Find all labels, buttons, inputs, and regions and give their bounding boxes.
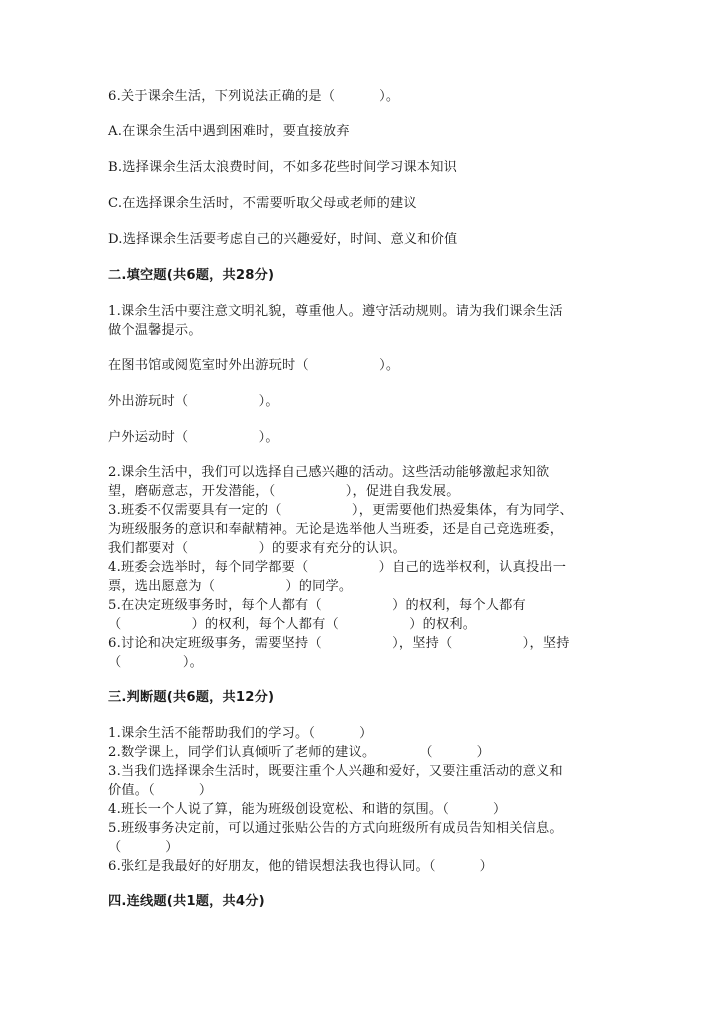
judge-q6: 6.张红是我最好的好朋友，他的错误想法我也得认同。（ ）	[108, 859, 493, 874]
judge-q3-line2: 价值。（ ）	[108, 783, 213, 798]
judge-q3-line1: 3.当我们选择课余生活时，既要注重个人兴趣和爱好，又要注重活动的意义和	[108, 764, 563, 779]
fill-q1-tip2: 外出游玩时（ ）。	[108, 394, 279, 409]
fill-q2-line1: 2.课余生活中，我们可以选择自己感兴趣的活动。这些活动能够激起求知欲	[108, 465, 550, 480]
judge-q2: 2.数学课上，同学们认真倾听了老师的建议。 （ ）	[108, 745, 490, 760]
q6-option-b: B.选择课余生活太浪费时间，不如多花些时间学习课本知识	[108, 160, 457, 175]
section2-heading: 二.填空题(共6题，共28分)	[108, 268, 275, 283]
judge-q4: 4.班长一个人说了算，能为班级创设宽松、和谐的氛围。（ ）	[108, 802, 507, 817]
q6-option-c: C.在选择课余生活时，不需要听取父母或老师的建议	[108, 196, 417, 211]
fill-q1-tip3: 户外运动时（ ）。	[108, 430, 279, 445]
fill-q2-line2: 望，磨砺意志，开发潜能，（ ），促进自我发展。	[108, 484, 460, 499]
fill-q6-line1: 6.讨论和决定班级事务，需要坚持（ ），坚持（ ），坚持	[108, 636, 570, 651]
q6-stem: 6.关于课余生活，下列说法正确的是（ ）。	[108, 89, 400, 104]
section4-heading: 四.连线题(共1题，共4分)	[108, 894, 265, 909]
fill-q5-line2: （ ）的权利，每个人都有（ ）的权利。	[108, 617, 477, 632]
fill-q1-tip1: 在图书馆或阅览室时外出游玩时（ ）。	[108, 358, 400, 373]
fill-q4-line1: 4.班委会选举时，每个同学都要（ ）自己的选举权利，认真投出一	[108, 560, 567, 575]
q6-option-d: D.选择课余生活要考虑自己的兴趣爱好，时间、意义和价值	[108, 232, 458, 247]
fill-q3-line2: 为班级服务的意识和奉献精神。无论是选举他人当班委，还是自己竞选班委，	[108, 522, 564, 537]
fill-q1-line2: 做个温馨提示。	[108, 323, 202, 338]
fill-q3-line3: 我们都要对（ ）的要求有充分的认识。	[108, 541, 406, 556]
fill-q1-line1: 1.课余生活中要注意文明礼貌，尊重他人。遵守活动规则。请为我们课余生活	[108, 304, 563, 319]
fill-q6-line2: （ ）。	[108, 655, 204, 670]
fill-q5-line1: 5.在决定班级事务时，每个人都有（ ）的权利，每个人都有	[108, 598, 526, 613]
judge-q5-line1: 5.班级事务决定前，可以通过张贴公告的方式向班级所有成员告知相关信息。	[108, 821, 563, 836]
judge-q1: 1.课余生活不能帮助我们的学习。（ ）	[108, 726, 373, 741]
judge-q5-line2: （ ）	[108, 840, 179, 855]
fill-q3-line1: 3.班委不仅需要具有一定的（ ），更需要他们热爱集体，有为同学、	[108, 503, 573, 518]
q6-option-a: A.在课余生活中遇到困难时，要直接放弃	[108, 124, 350, 139]
section3-heading: 三.判断题(共6题，共12分)	[108, 690, 275, 705]
fill-q4-line2: 票，选出愿意为（ ）的同学。	[108, 579, 353, 594]
